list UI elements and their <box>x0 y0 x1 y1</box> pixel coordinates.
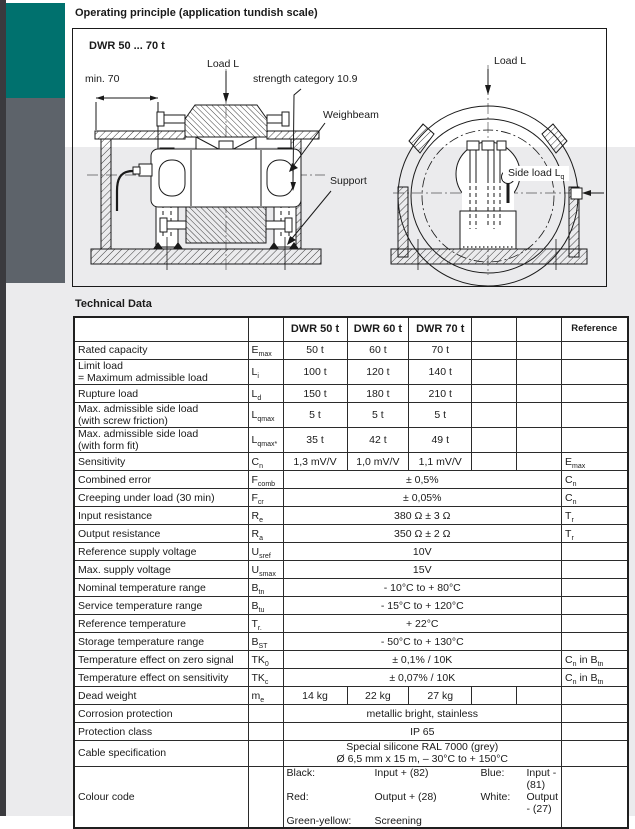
reference-cell <box>562 615 628 633</box>
reference-cell <box>562 633 628 651</box>
param-symbol: $T_{r.}$ <box>248 615 283 633</box>
value-span-cell: + 22°C <box>283 615 562 633</box>
header-cell: DWR 50 t <box>283 317 347 342</box>
technical-drawing <box>73 29 606 286</box>
value-cell: 140 t <box>409 360 472 385</box>
drawing-frame <box>72 28 607 287</box>
header-cell: Reference <box>562 317 628 342</box>
param-label: Rated capacity <box>74 342 248 360</box>
label-strength-category: strength category 10.9 <box>253 73 358 85</box>
param-symbol: $B_{tu}$ <box>248 597 283 615</box>
value-span-cell: ± 0,05% <box>283 489 562 507</box>
value-cell <box>517 428 562 453</box>
value-cell <box>472 342 517 360</box>
table-row <box>74 489 628 507</box>
reference-cell <box>562 579 628 597</box>
value-cell <box>517 403 562 428</box>
header-cell <box>74 317 248 342</box>
param-label: Rupture load <box>74 385 248 403</box>
param-label: Dead weight <box>74 687 248 705</box>
table-row <box>74 705 628 723</box>
table-row <box>74 669 628 687</box>
table-row <box>74 453 628 471</box>
colour-code-cell <box>283 766 562 828</box>
param-symbol: $R_a$ <box>248 525 283 543</box>
param-label: Nominal temperature range <box>74 579 248 597</box>
reference-cell: $C_n$ <box>562 471 628 489</box>
value-span-cell: 10V <box>283 543 562 561</box>
value-span-cell: 15V <box>283 561 562 579</box>
param-symbol: $E_{max}$ <box>248 342 283 360</box>
table-header-row <box>74 317 628 342</box>
param-symbol: $TK_0$ <box>248 651 283 669</box>
param-label: Max. admissible side load (with screw friction) <box>74 403 248 428</box>
value-cell: 150 t <box>283 385 347 403</box>
section-heading-technical-data: Technical Data <box>75 298 152 310</box>
sidebar-teal-block <box>6 3 65 98</box>
param-label: Cable specification <box>74 741 248 766</box>
value-cell: 42 t <box>347 428 409 453</box>
param-label: Reference temperature <box>74 615 248 633</box>
param-symbol: $L_i$ <box>248 360 283 385</box>
reference-cell <box>562 543 628 561</box>
value-cell: 14 kg <box>283 687 347 705</box>
value-span-cell: ± 0,07% / 10K <box>283 669 562 687</box>
param-label: Protection class <box>74 723 248 741</box>
param-symbol <box>248 741 283 766</box>
reference-cell <box>562 597 628 615</box>
value-cell: 210 t <box>409 385 472 403</box>
reference-cell <box>562 360 628 385</box>
reference-cell <box>562 766 628 828</box>
value-cell: 22 kg <box>347 687 409 705</box>
reference-cell <box>562 741 628 766</box>
value-span-cell: 380 Ω ± 3 Ω <box>283 507 562 525</box>
reference-cell <box>562 403 628 428</box>
table-row <box>74 360 628 385</box>
value-cell: 5 t <box>283 403 347 428</box>
drawing-title: DWR 50 ... 70 t <box>89 40 165 52</box>
table-row <box>74 687 628 705</box>
reference-cell: $T_r$ <box>562 507 628 525</box>
value-cell: 60 t <box>347 342 409 360</box>
table-row <box>74 525 628 543</box>
value-cell: 100 t <box>283 360 347 385</box>
value-cell <box>472 453 517 471</box>
value-cell <box>517 342 562 360</box>
value-cell <box>472 385 517 403</box>
param-symbol: $B_{ST}$ <box>248 633 283 651</box>
label-load-right: Load L <box>494 55 527 67</box>
colour-code-line: Red: Output + (28) White: Output - (27) <box>286 790 559 815</box>
param-symbol: $F_{cr}$ <box>248 489 283 507</box>
table-row <box>74 385 628 403</box>
value-cell <box>517 360 562 385</box>
header-cell <box>472 317 517 342</box>
value-cell <box>472 687 517 705</box>
param-symbol: $L_{qmax*}$ <box>248 428 283 453</box>
value-cell: 1,0 mV/V <box>347 453 409 471</box>
label-load-left: Load L <box>207 58 240 70</box>
param-label: Temperature effect on sensitivity <box>74 669 248 687</box>
value-cell <box>472 360 517 385</box>
param-label: Max. admissible side load (with form fit) <box>74 428 248 453</box>
table-row <box>74 543 628 561</box>
param-symbol <box>248 766 283 828</box>
value-cell <box>472 428 517 453</box>
param-label: Sensitivity <box>74 453 248 471</box>
table-row <box>74 766 628 828</box>
table-row <box>74 615 628 633</box>
param-label: Reference supply voltage <box>74 543 248 561</box>
param-label: Service temperature range <box>74 597 248 615</box>
param-symbol: $C_n$ <box>248 453 283 471</box>
param-symbol: $L_{qmax}$ <box>248 403 283 428</box>
reference-cell <box>562 342 628 360</box>
header-cell: DWR 70 t <box>409 317 472 342</box>
value-span-cell: - 15°C to + 120°C <box>283 597 562 615</box>
param-symbol: $R_e$ <box>248 507 283 525</box>
value-cell: 70 t <box>409 342 472 360</box>
label-support: Support <box>330 175 367 187</box>
param-label: Max. supply voltage <box>74 561 248 579</box>
value-cell <box>472 403 517 428</box>
value-cell: 180 t <box>347 385 409 403</box>
value-span-cell: metallic bright, stainless <box>283 705 562 723</box>
table-row <box>74 342 628 360</box>
table-row <box>74 579 628 597</box>
param-symbol: $F_{comb}$ <box>248 471 283 489</box>
value-cell <box>517 385 562 403</box>
value-cell: 5 t <box>409 403 472 428</box>
param-label: Colour code <box>74 766 248 828</box>
value-cell <box>517 453 562 471</box>
value-cell: 120 t <box>347 360 409 385</box>
value-cell: 27 kg <box>409 687 472 705</box>
technical-data-table <box>73 316 629 829</box>
param-label: Creeping under load (30 min) <box>74 489 248 507</box>
section-heading-operating-principle: Operating principle (application tundish scale) <box>75 7 318 19</box>
table-row <box>74 561 628 579</box>
value-span-cell: ± 0,1% / 10K <box>283 651 562 669</box>
value-span-cell: - 50°C to + 130°C <box>283 633 562 651</box>
table-row <box>74 633 628 651</box>
table-row <box>74 651 628 669</box>
table-row <box>74 723 628 741</box>
value-cell: 1,3 mV/V <box>283 453 347 471</box>
colour-code-line: Black: Input + (82) Blue: Input - (81) <box>286 766 557 791</box>
value-cell: 1,1 mV/V <box>409 453 472 471</box>
value-cell <box>517 687 562 705</box>
table-row <box>74 597 628 615</box>
param-symbol <box>248 705 283 723</box>
reference-cell <box>562 723 628 741</box>
label-weighbeam: Weighbeam <box>323 109 379 121</box>
param-label: Output resistance <box>74 525 248 543</box>
param-symbol: $U_{smax}$ <box>248 561 283 579</box>
param-label: Limit load = Maximum admissible load <box>74 360 248 385</box>
param-label: Combined error <box>74 471 248 489</box>
value-cell: 50 t <box>283 342 347 360</box>
value-span-cell: - 10°C to + 80°C <box>283 579 562 597</box>
param-label: Corrosion protection <box>74 705 248 723</box>
param-label: Input resistance <box>74 507 248 525</box>
value-span-cell: IP 65 <box>283 723 562 741</box>
reference-cell <box>562 561 628 579</box>
sidebar-gray-block <box>6 98 65 283</box>
value-cell: 35 t <box>283 428 347 453</box>
colour-code-line: Green-yellow: Screening <box>286 814 422 827</box>
param-label: Storage temperature range <box>74 633 248 651</box>
param-symbol: $U_{sref}$ <box>248 543 283 561</box>
value-cell: 5 t <box>347 403 409 428</box>
header-cell <box>248 317 283 342</box>
table-row <box>74 741 628 766</box>
param-label: Temperature effect on zero signal <box>74 651 248 669</box>
label-min-70: min. 70 <box>85 73 120 85</box>
reference-cell: $C_n$ in $B_{tn}$ <box>562 651 628 669</box>
value-span-cell: ± 0,5% <box>283 471 562 489</box>
table-row <box>74 403 628 428</box>
reference-cell: $C_n$ in $B_{tn}$ <box>562 669 628 687</box>
reference-cell: $C_n$ <box>562 489 628 507</box>
table-row <box>74 471 628 489</box>
value-span-cell: Special silicone RAL 7000 (grey) Ø 6,5 mm x 15 m, – 30°C to + 150°C <box>283 741 562 766</box>
reference-cell <box>562 428 628 453</box>
reference-cell: $E_{max}$ <box>562 453 628 471</box>
label-side-load: Side load $L_q$ <box>503 166 569 181</box>
technical-data-table-wrap <box>73 316 629 829</box>
header-cell <box>517 317 562 342</box>
reference-cell <box>562 687 628 705</box>
param-symbol: $TK_c$ <box>248 669 283 687</box>
reference-cell <box>562 705 628 723</box>
reference-cell: $T_r$ <box>562 525 628 543</box>
value-cell: 49 t <box>409 428 472 453</box>
param-symbol <box>248 723 283 741</box>
param-symbol: $m_e$ <box>248 687 283 705</box>
table-row <box>74 507 628 525</box>
param-symbol: $L_d$ <box>248 385 283 403</box>
reference-cell <box>562 385 628 403</box>
header-cell: DWR 60 t <box>347 317 409 342</box>
param-symbol: $B_{tn}$ <box>248 579 283 597</box>
value-span-cell: 350 Ω ± 2 Ω <box>283 525 562 543</box>
table-row <box>74 428 628 453</box>
